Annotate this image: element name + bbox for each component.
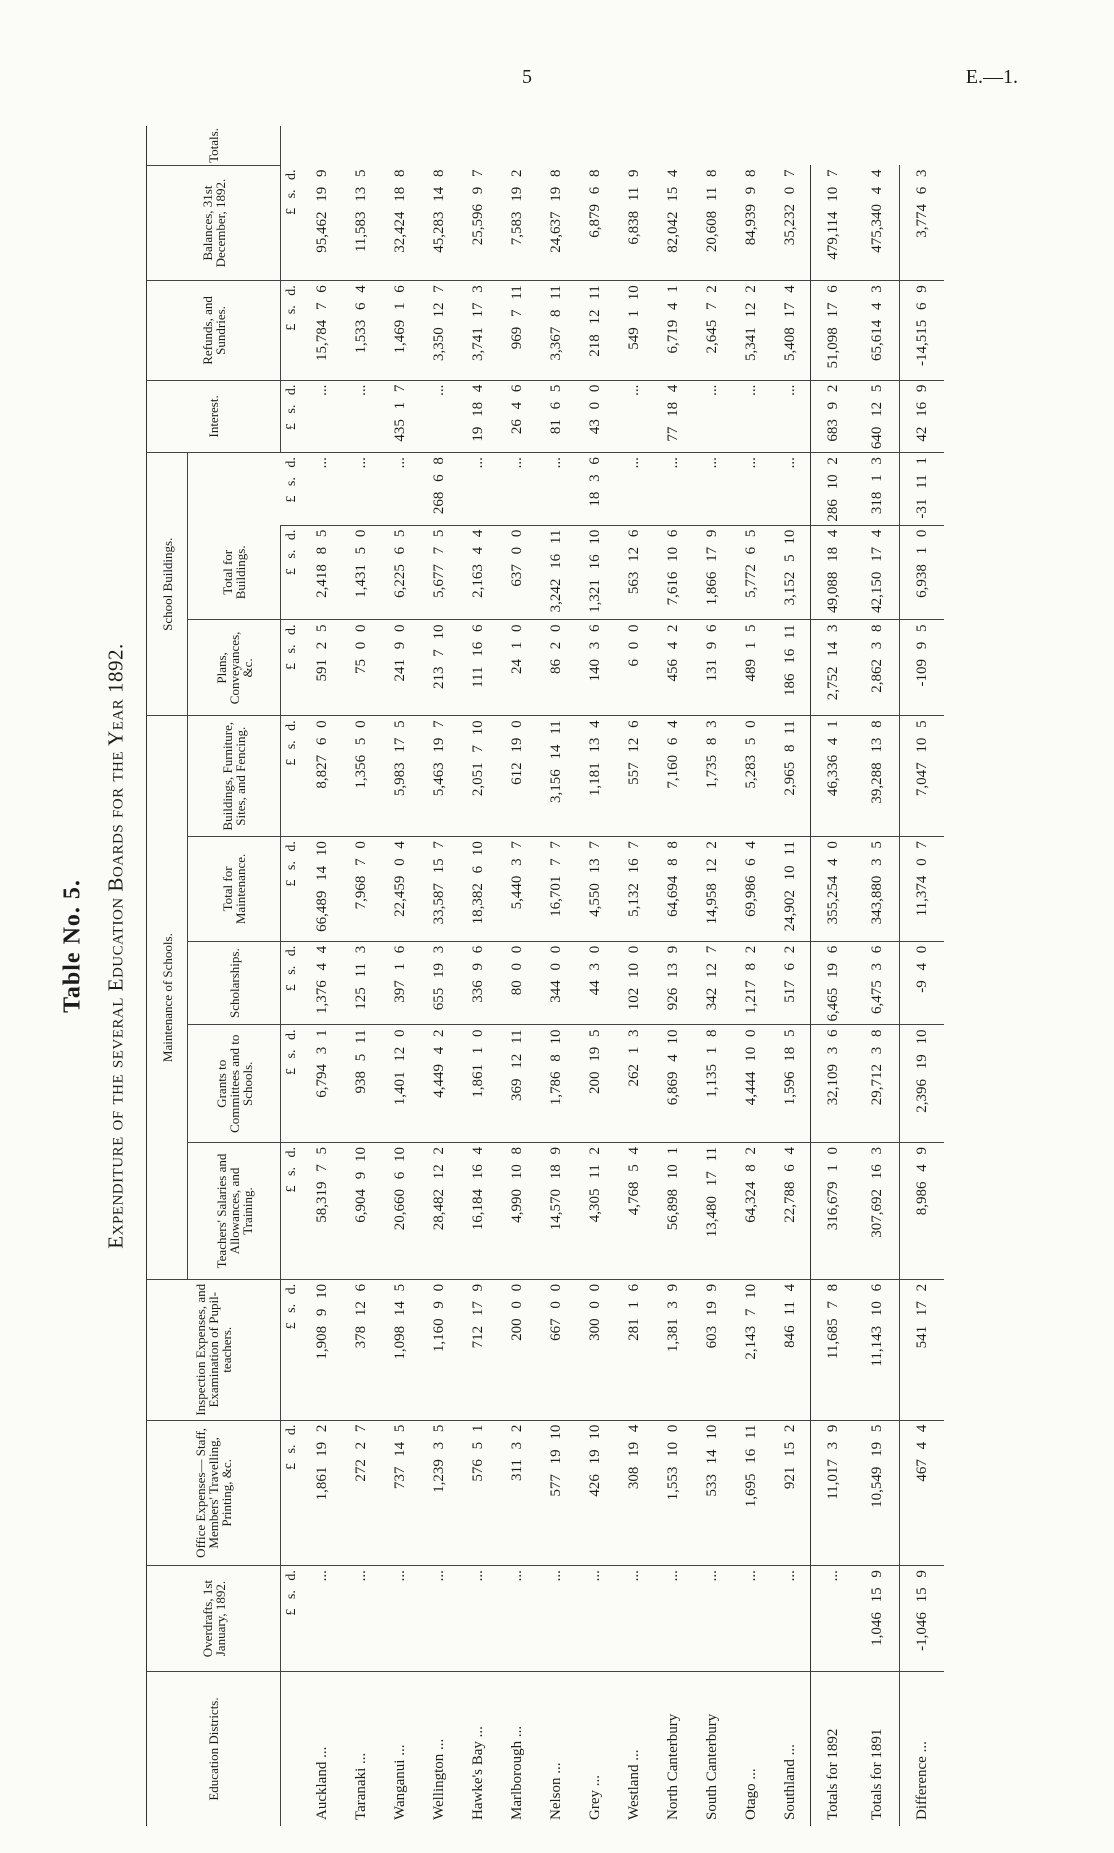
amount-cell-total-buildings: 6,938 1 0: [900, 525, 945, 620]
amount-cell-office: 467 4 4: [900, 1420, 945, 1566]
amount-cell-refunds: 640 12 5: [855, 380, 900, 453]
amount-cell-scholarships: 336 9 6: [459, 941, 498, 1025]
amount-cell-balances: 65,614 4 3: [855, 281, 900, 380]
table-row: [420, 126, 459, 1826]
amount-cell-total-maintenance: 11,374 0 7: [900, 837, 945, 942]
amount-cell-totals: 45,283 14 8: [420, 165, 459, 280]
amount-cell-plans: 186 16 11: [771, 620, 811, 716]
amount-cell-balances: 2,645 7 2: [693, 281, 732, 380]
amount-cell-office: 426 19 10: [576, 1420, 615, 1566]
district-name-cell: Wanganui ...: [392, 1744, 408, 1820]
amount-cell-totals: 3,774 6 3: [900, 165, 945, 280]
amount-cell-buildings: 5,463 19 7: [420, 716, 459, 837]
amount-cell-grants: 29,712 3 8: [855, 1025, 900, 1143]
table-row: [537, 126, 576, 1826]
table-row: [693, 126, 732, 1826]
amount-cell-interest: ...: [771, 453, 811, 526]
amount-cell-refunds: ...: [342, 380, 381, 453]
amount-cell-totals: 95,462 19 9: [303, 165, 342, 280]
amount-cell-total-maintenance: 22,459 0 4: [381, 837, 420, 942]
amount-cell-balances: -14,515 6 9: [900, 281, 945, 380]
amount-cell-total-buildings: 49,088 18 4: [811, 525, 856, 620]
amount-cell-total-buildings: 637 0 0: [498, 525, 537, 620]
amount-cell-overdrafts: 1,046 15 9: [855, 1566, 900, 1672]
amount-cell-overdrafts: ...: [654, 1566, 693, 1672]
amount-cell-inspection: 1,098 14 5: [381, 1279, 420, 1420]
amount-cell-plans: -109 9 5: [900, 620, 945, 716]
units-cell: £ s. d.: [281, 941, 304, 1025]
amount-cell-interest: ...: [342, 453, 381, 526]
amount-cell-grants: 1,401 12 0: [381, 1025, 420, 1143]
table-row: [381, 126, 420, 1826]
district-name-cell: Nelson ...: [548, 1762, 564, 1820]
amount-cell-total-maintenance: 16,701 7 7: [537, 837, 576, 942]
amount-cell-salaries: 4,990 10 8: [498, 1143, 537, 1280]
amount-cell-total-buildings: 2,163 4 4: [459, 525, 498, 620]
district-name-cell: Hawke's Bay ...: [470, 1726, 486, 1820]
amount-cell-total-buildings: 1,431 5 0: [342, 525, 381, 620]
units-cell: £ s. d.: [281, 620, 304, 716]
table-row: [855, 126, 900, 1826]
amount-cell-refunds: 77 18 4: [654, 380, 693, 453]
units-cell: £ s. d.: [281, 837, 304, 942]
amount-cell-interest: ...: [381, 453, 420, 526]
amount-cell-refunds: 43 0 0: [576, 380, 615, 453]
amount-cell-salaries: 64,324 8 2: [732, 1143, 771, 1280]
amount-cell-inspection: 1,160 9 0: [420, 1279, 459, 1420]
amount-cell-salaries: 6,904 9 10: [342, 1143, 381, 1280]
units-cell: £ s. d.: [281, 525, 304, 620]
amount-cell-inspection: 11,143 10 6: [855, 1279, 900, 1420]
table-title: Table No. 5.: [59, 879, 86, 1013]
amount-cell-total-maintenance: 5,440 3 7: [498, 837, 537, 942]
units-cell: £ s. d.: [281, 281, 304, 380]
amount-cell-total-maintenance: 343,880 3 5: [855, 837, 900, 942]
amount-cell-grants: 4,449 4 2: [420, 1025, 459, 1143]
amount-cell-plans: 2,752 14 3: [811, 620, 856, 716]
amount-cell-interest: 318 1 3: [855, 453, 900, 526]
amount-cell-overdrafts: ...: [576, 1566, 615, 1672]
district-name-cell: Westland ...: [626, 1749, 642, 1820]
amount-cell-totals: 20,608 11 8: [693, 165, 732, 280]
amount-cell-total-buildings: 3,242 16 11: [537, 525, 576, 620]
header-totals: Totals.: [147, 126, 281, 165]
amount-cell-plans: 489 1 5: [732, 620, 771, 716]
header-maintenance-group: Maintenance of Schools.: [147, 716, 188, 1280]
amount-cell-total-maintenance: 14,958 12 2: [693, 837, 732, 942]
amount-cell-office: 576 5 1: [459, 1420, 498, 1566]
amount-cell-balances: 5,408 17 4: [771, 281, 811, 380]
district-name-cell: Taranaki ...: [353, 1752, 369, 1820]
amount-cell-total-maintenance: 24,902 10 11: [771, 837, 811, 942]
amount-cell-overdrafts: ...: [693, 1566, 732, 1672]
amount-cell-plans: 213 7 10: [420, 620, 459, 716]
amount-cell-office: 533 14 10: [693, 1420, 732, 1566]
amount-cell-total-buildings: 563 12 6: [615, 525, 654, 620]
units-cell: £ s. d.: [281, 1566, 304, 1672]
amount-cell-totals: 35,232 0 7: [771, 165, 811, 280]
district-name-cell: Auckland ...: [314, 1746, 330, 1820]
amount-cell-scholarships: 80 0 0: [498, 941, 537, 1025]
amount-cell-buildings: 612 19 0: [498, 716, 537, 837]
amount-cell-total-maintenance: 355,254 4 0: [811, 837, 856, 942]
table-row: [900, 126, 945, 1826]
amount-cell-buildings: 2,051 7 10: [459, 716, 498, 837]
amount-cell-scholarships: 1,217 8 2: [732, 941, 771, 1025]
amount-cell-inspection: 281 1 6: [615, 1279, 654, 1420]
amount-cell-office: 311 3 2: [498, 1420, 537, 1566]
amount-cell-office: 10,549 19 5: [855, 1420, 900, 1566]
units-cell: £ s. d.: [281, 1143, 304, 1280]
amount-cell-plans: 24 1 0: [498, 620, 537, 716]
amount-cell-buildings: 46,336 4 1: [811, 716, 856, 837]
amount-cell-buildings: 3,156 14 11: [537, 716, 576, 837]
amount-cell-plans: 86 2 0: [537, 620, 576, 716]
amount-cell-office: 1,239 3 5: [420, 1420, 459, 1566]
header-interest: Interest.: [147, 380, 281, 453]
amount-cell-refunds: ...: [732, 380, 771, 453]
amount-cell-total-buildings: 5,772 6 5: [732, 525, 771, 620]
amount-cell-office: 11,017 3 9: [811, 1420, 856, 1566]
amount-cell-scholarships: 926 13 9: [654, 941, 693, 1025]
amount-cell-salaries: 4,305 11 2: [576, 1143, 615, 1280]
table-row: [459, 126, 498, 1826]
table-row: [342, 126, 381, 1826]
header-balances: Balances, 31st December, 1892.: [147, 165, 281, 280]
document-reference: E.—1.: [965, 66, 1018, 88]
amount-cell-salaries: 16,184 16 4: [459, 1143, 498, 1280]
amount-cell-total-buildings: 1,321 16 10: [576, 525, 615, 620]
district-name-cell: Wellington ...: [431, 1738, 447, 1820]
amount-cell-totals: 25,596 9 7: [459, 165, 498, 280]
amount-cell-total-maintenance: 33,587 15 7: [420, 837, 459, 942]
amount-cell-refunds: 19 18 4: [459, 380, 498, 453]
amount-cell-plans: 75 0 0: [342, 620, 381, 716]
amount-cell-overdrafts: ...: [459, 1566, 498, 1672]
amount-cell-office: 1,861 19 2: [303, 1420, 342, 1566]
amount-cell-balances: 51,098 17 6: [811, 281, 856, 380]
amount-cell-interest: ...: [537, 453, 576, 526]
table-subtitle: Expenditure of the several Education Boards for the Year 1892.: [103, 643, 128, 1249]
units-cell: £ s. d.: [281, 1025, 304, 1143]
district-name-cell: Difference ...: [900, 1672, 945, 1827]
amount-cell-totals: 82,042 15 4: [654, 165, 693, 280]
amount-cell-totals: 6,838 11 9: [615, 165, 654, 280]
district-name-cell: Otago ...: [743, 1768, 759, 1820]
amount-cell-salaries: 307,692 16 3: [855, 1143, 900, 1280]
amount-cell-balances: 3,741 17 3: [459, 281, 498, 380]
amount-cell-plans: 2,862 3 8: [855, 620, 900, 716]
amount-cell-refunds: 26 4 6: [498, 380, 537, 453]
amount-cell-overdrafts: ...: [771, 1566, 811, 1672]
amount-cell-scholarships: 517 6 2: [771, 941, 811, 1025]
amount-cell-buildings: 1,735 8 3: [693, 716, 732, 837]
amount-cell-interest: ...: [693, 453, 732, 526]
amount-cell-overdrafts: ...: [303, 1566, 342, 1672]
amount-cell-buildings: 1,181 13 4: [576, 716, 615, 837]
amount-cell-office: 1,553 10 0: [654, 1420, 693, 1566]
amount-cell-totals: 479,114 10 7: [811, 165, 856, 280]
amount-cell-total-buildings: 2,418 8 5: [303, 525, 342, 620]
amount-cell-grants: 6,794 3 1: [303, 1025, 342, 1143]
amount-cell-inspection: 1,908 9 10: [303, 1279, 342, 1420]
amount-cell-inspection: 2,143 7 10: [732, 1279, 771, 1420]
amount-cell-interest: 286 10 2: [811, 453, 856, 526]
amount-cell-totals: 84,939 9 8: [732, 165, 771, 280]
amount-cell-grants: 2,396 19 10: [900, 1025, 945, 1143]
amount-cell-scholarships: 102 10 0: [615, 941, 654, 1025]
amount-cell-total-maintenance: 66,489 14 10: [303, 837, 342, 942]
amount-cell-overdrafts: ...: [537, 1566, 576, 1672]
amount-cell-refunds: ...: [693, 380, 732, 453]
amount-cell-grants: 1,596 18 5: [771, 1025, 811, 1143]
amount-cell-totals: 475,340 4 4: [855, 165, 900, 280]
amount-cell-grants: 32,109 3 6: [811, 1025, 856, 1143]
amount-cell-interest: ...: [654, 453, 693, 526]
amount-cell-inspection: 1,381 3 9: [654, 1279, 693, 1420]
units-row: [281, 126, 304, 1826]
header-overdrafts: Overdrafts, 1st January, 1892.: [147, 1566, 281, 1672]
header-refunds: Refunds, and Sundries.: [147, 281, 281, 380]
amount-cell-buildings: 5,983 17 5: [381, 716, 420, 837]
amount-cell-plans: 140 3 6: [576, 620, 615, 716]
amount-cell-total-buildings: 1,866 17 9: [693, 525, 732, 620]
header-buildings-furniture: Buildings, Furniture, Sites, and Fencing.: [188, 716, 281, 837]
amount-cell-interest: ...: [732, 453, 771, 526]
amount-cell-office: 921 15 2: [771, 1420, 811, 1566]
district-name-cell: Marlborough ...: [509, 1725, 525, 1820]
amount-cell-total-maintenance: 4,550 13 7: [576, 837, 615, 942]
amount-cell-scholarships: 655 19 3: [420, 941, 459, 1025]
amount-cell-refunds: 81 6 5: [537, 380, 576, 453]
amount-cell-overdrafts: ...: [811, 1566, 856, 1672]
amount-cell-plans: 456 4 2: [654, 620, 693, 716]
amount-cell-interest: ...: [615, 453, 654, 526]
amount-cell-office: 272 2 7: [342, 1420, 381, 1566]
amount-cell-balances: 5,341 12 2: [732, 281, 771, 380]
amount-cell-balances: 969 7 11: [498, 281, 537, 380]
table-row: [654, 126, 693, 1826]
amount-cell-inspection: 846 11 4: [771, 1279, 811, 1420]
amount-cell-scholarships: 397 1 6: [381, 941, 420, 1025]
amount-cell-salaries: 13,480 17 11: [693, 1143, 732, 1280]
amount-cell-grants: 4,444 10 0: [732, 1025, 771, 1143]
expenditure-table: [146, 126, 944, 1826]
header-row-groups: [147, 126, 188, 1826]
table-row: [771, 126, 811, 1826]
amount-cell-plans: 131 9 6: [693, 620, 732, 716]
amount-cell-scholarships: 6,475 3 6: [855, 941, 900, 1025]
amount-cell-refunds: ...: [771, 380, 811, 453]
amount-cell-balances: 3,367 8 11: [537, 281, 576, 380]
amount-cell-salaries: 8,986 4 9: [900, 1143, 945, 1280]
amount-cell-scholarships: 6,465 19 6: [811, 941, 856, 1025]
amount-cell-buildings: 2,965 8 11: [771, 716, 811, 837]
amount-cell-inspection: 300 0 0: [576, 1279, 615, 1420]
table-row: [732, 126, 771, 1826]
amount-cell-total-buildings: 42,150 17 4: [855, 525, 900, 620]
amount-cell-interest: -31 11 1: [900, 453, 945, 526]
amount-cell-office: 737 14 5: [381, 1420, 420, 1566]
amount-cell-refunds: ...: [615, 380, 654, 453]
header-total-buildings: Total for Buildings.: [188, 525, 281, 620]
amount-cell-total-buildings: 7,616 10 6: [654, 525, 693, 620]
amount-cell-balances: 218 12 11: [576, 281, 615, 380]
amount-cell-buildings: 7,160 6 4: [654, 716, 693, 837]
amount-cell-grants: 1,135 1 8: [693, 1025, 732, 1143]
units-cell: £ s. d.: [281, 165, 304, 280]
units-cell: £ s. d.: [281, 716, 304, 837]
amount-cell-balances: 1,533 6 4: [342, 281, 381, 380]
header-total-maintenance: Total for Maintenance.: [188, 837, 281, 942]
amount-cell-office: 308 19 4: [615, 1420, 654, 1566]
header-salaries: Teachers' Salaries and Allowances, and Training.: [188, 1143, 281, 1280]
amount-cell-grants: 938 5 11: [342, 1025, 381, 1143]
amount-cell-total-maintenance: 7,968 7 0: [342, 837, 381, 942]
amount-cell-total-maintenance: 18,382 6 10: [459, 837, 498, 942]
amount-cell-salaries: 14,570 18 9: [537, 1143, 576, 1280]
header-office-expenses: Office Expenses— Staff, Members' Travelling, Printing, &c.: [147, 1420, 281, 1566]
amount-cell-salaries: 316,679 1 0: [811, 1143, 856, 1280]
amount-cell-scholarships: 342 12 7: [693, 941, 732, 1025]
amount-cell-office: 1,695 16 11: [732, 1420, 771, 1566]
amount-cell-refunds: 683 9 2: [811, 380, 856, 453]
amount-cell-scholarships: 344 0 0: [537, 941, 576, 1025]
amount-cell-total-maintenance: 5,132 16 7: [615, 837, 654, 942]
district-name-cell: Grey ...: [587, 1775, 603, 1820]
amount-cell-total-buildings: 5,677 7 5: [420, 525, 459, 620]
amount-cell-grants: 369 12 11: [498, 1025, 537, 1143]
amount-cell-scholarships: -9 4 0: [900, 941, 945, 1025]
amount-cell-balances: 6,719 4 1: [654, 281, 693, 380]
amount-cell-totals: 24,637 19 8: [537, 165, 576, 280]
table-body: [281, 126, 945, 1826]
amount-cell-overdrafts: ...: [732, 1566, 771, 1672]
amount-cell-interest: 268 6 8: [420, 453, 459, 526]
header-inspection: Inspection Expenses, and Examination of Pupil-teachers.: [147, 1279, 281, 1420]
amount-cell-inspection: 200 0 0: [498, 1279, 537, 1420]
amount-cell-overdrafts: -1,046 15 9: [900, 1566, 945, 1672]
table-row: [498, 126, 537, 1826]
amount-cell-buildings: 1,356 5 0: [342, 716, 381, 837]
amount-cell-overdrafts: ...: [615, 1566, 654, 1672]
amount-cell-overdrafts: ...: [420, 1566, 459, 1672]
amount-cell-salaries: 56,898 10 1: [654, 1143, 693, 1280]
header-buildings-group: School Buildings.: [147, 453, 188, 716]
amount-cell-office: 577 19 10: [537, 1420, 576, 1566]
amount-cell-plans: 6 0 0: [615, 620, 654, 716]
amount-cell-overdrafts: ...: [342, 1566, 381, 1672]
header-district: Education Districts.: [147, 1672, 281, 1827]
amount-cell-inspection: 712 17 9: [459, 1279, 498, 1420]
units-cell: £ s. d.: [281, 380, 304, 453]
amount-cell-scholarships: 44 3 0: [576, 941, 615, 1025]
expenditure-table-container: [146, 126, 996, 1826]
amount-cell-refunds: ...: [303, 380, 342, 453]
amount-cell-plans: 241 9 0: [381, 620, 420, 716]
table-row: [576, 126, 615, 1826]
amount-cell-inspection: 603 19 9: [693, 1279, 732, 1420]
amount-cell-grants: 1,786 8 10: [537, 1025, 576, 1143]
amount-cell-totals: 6,879 6 8: [576, 165, 615, 280]
amount-cell-salaries: 28,482 12 2: [420, 1143, 459, 1280]
amount-cell-balances: 15,784 7 6: [303, 281, 342, 380]
amount-cell-salaries: 4,768 5 4: [615, 1143, 654, 1280]
units-cell: £ s. d.: [281, 453, 304, 526]
amount-cell-refunds: 435 1 7: [381, 380, 420, 453]
amount-cell-total-buildings: 6,225 6 5: [381, 525, 420, 620]
header-plans: Plans, Conveyances, &c.: [188, 620, 281, 716]
amount-cell-salaries: 20,660 6 10: [381, 1143, 420, 1280]
table-row: [303, 126, 342, 1826]
amount-cell-overdrafts: ...: [498, 1566, 537, 1672]
amount-cell-refunds: 42 16 9: [900, 380, 945, 453]
amount-cell-grants: 1,861 1 0: [459, 1025, 498, 1143]
amount-cell-interest: ...: [459, 453, 498, 526]
district-name-cell: North Canterbury: [665, 1713, 681, 1820]
amount-cell-overdrafts: ...: [381, 1566, 420, 1672]
amount-cell-total-maintenance: 69,986 6 4: [732, 837, 771, 942]
amount-cell-inspection: 667 0 0: [537, 1279, 576, 1420]
district-name-cell: South Canterbury: [704, 1713, 720, 1820]
amount-cell-scholarships: 125 11 3: [342, 941, 381, 1025]
amount-cell-totals: 7,583 19 2: [498, 165, 537, 280]
amount-cell-balances: 3,350 12 7: [420, 281, 459, 380]
amount-cell-balances: 549 1 10: [615, 281, 654, 380]
units-cell: £ s. d.: [281, 1420, 304, 1566]
amount-cell-scholarships: 1,376 4 4: [303, 941, 342, 1025]
amount-cell-balances: 1,469 1 6: [381, 281, 420, 380]
amount-cell-buildings: 7,047 10 5: [900, 716, 945, 837]
header-grants: Grants to Committees and to Schools.: [188, 1025, 281, 1143]
amount-cell-grants: 6,869 4 10: [654, 1025, 693, 1143]
amount-cell-salaries: 22,788 6 4: [771, 1143, 811, 1280]
amount-cell-plans: 111 16 6: [459, 620, 498, 716]
amount-cell-grants: 262 1 3: [615, 1025, 654, 1143]
amount-cell-inspection: 541 17 2: [900, 1279, 945, 1420]
amount-cell-totals: 11,583 13 5: [342, 165, 381, 280]
table-row: [615, 126, 654, 1826]
amount-cell-total-maintenance: 64,694 8 8: [654, 837, 693, 942]
amount-cell-refunds: ...: [420, 380, 459, 453]
amount-cell-buildings: 8,827 6 0: [303, 716, 342, 837]
amount-cell-inspection: 378 12 6: [342, 1279, 381, 1420]
amount-cell-salaries: 58,319 7 5: [303, 1143, 342, 1280]
amount-cell-total-buildings: 3,152 5 10: [771, 525, 811, 620]
amount-cell-interest: ...: [498, 453, 537, 526]
amount-cell-buildings: 5,283 5 0: [732, 716, 771, 837]
district-name-cell: Totals for 1892: [811, 1672, 856, 1827]
district-name-cell: Southland ...: [782, 1744, 798, 1820]
units-cell: £ s. d.: [281, 1279, 304, 1420]
table-row: [811, 126, 856, 1826]
amount-cell-buildings: 557 12 6: [615, 716, 654, 837]
amount-cell-totals: 32,424 18 8: [381, 165, 420, 280]
amount-cell-inspection: 11,685 7 8: [811, 1279, 856, 1420]
amount-cell-buildings: 39,288 13 8: [855, 716, 900, 837]
page-number: 5: [522, 66, 532, 88]
amount-cell-grants: 200 19 5: [576, 1025, 615, 1143]
amount-cell-interest: ...: [303, 453, 342, 526]
amount-cell-plans: 591 2 5: [303, 620, 342, 716]
district-name-cell: Totals for 1891: [868, 1728, 885, 1820]
amount-cell-interest: 18 3 6: [576, 453, 615, 526]
header-scholarships: Scholarships.: [188, 941, 281, 1025]
